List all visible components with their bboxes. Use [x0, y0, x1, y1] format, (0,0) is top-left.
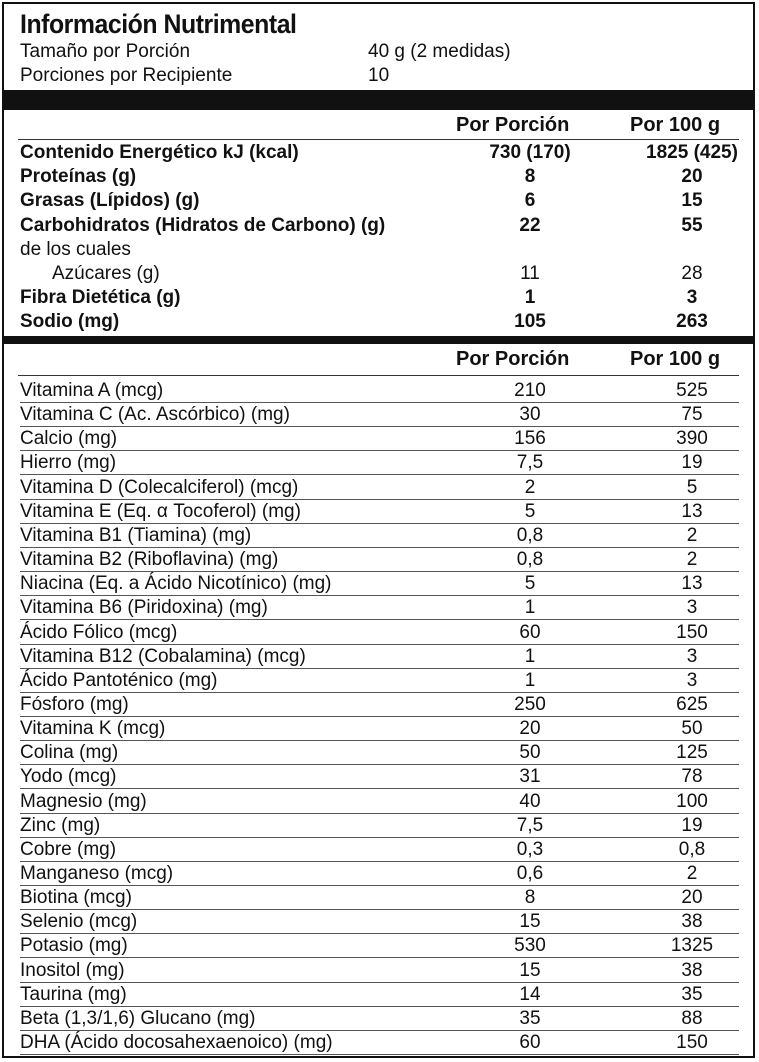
table-row	[20, 886, 739, 910]
table-row	[20, 141, 739, 165]
per-100g-value: 100	[676, 790, 708, 812]
nutrient-name: Contenido Energético kJ (kcal)	[20, 142, 299, 163]
nutrient-name: Vitamina B1 (Tiamina) (mg)	[20, 524, 252, 546]
row-rule	[20, 1054, 739, 1055]
per-100g-value: 150	[676, 621, 708, 643]
per-serving-value: 11	[520, 263, 540, 284]
nutrient-name: Beta (1,3/1,6) Glucano (mg)	[20, 1007, 256, 1029]
per-serving-value: 530	[514, 935, 546, 957]
nutrient-name: Potasio (mg)	[20, 935, 128, 957]
nutrient-name: Sodio (mg)	[20, 311, 120, 333]
per-100g-value: 28	[681, 263, 703, 284]
per-serving-value: 156	[514, 428, 546, 450]
nutrient-name: Vitamina D (Colecalciferol) (mcg)	[20, 476, 299, 498]
table-row	[20, 451, 739, 475]
per-100g-value: 2	[686, 524, 698, 546]
per-100g-value: 13	[681, 573, 703, 595]
per-serving-value: 0,8	[516, 549, 544, 571]
table-row	[20, 238, 739, 262]
servings-value: 10	[368, 65, 390, 86]
table-row	[20, 548, 739, 572]
nutrient-name: Vitamina B6 (Piridoxina) (mg)	[20, 597, 268, 619]
table-row	[20, 310, 739, 334]
per-serving-value: 15	[519, 959, 541, 981]
table-row	[20, 572, 739, 596]
nutrient-name: Niacina (Eq. a Ácido Nicotínico) (mg)	[20, 573, 332, 595]
nutrient-name: Biotina (mcg)	[20, 887, 132, 909]
table-row	[20, 286, 739, 310]
per-100g-value: 625	[676, 693, 708, 715]
per-100g-value: 1325	[670, 935, 714, 957]
per-serving-value: 7,5	[516, 814, 544, 836]
per-100g-value: 13	[681, 500, 703, 522]
servings-label: Porciones por Recipiente	[20, 65, 233, 86]
table-row	[20, 959, 739, 983]
per-100g-value: 525	[676, 380, 708, 401]
thick-divider	[4, 90, 753, 110]
per-100g-value: 2	[686, 863, 698, 884]
table-row	[20, 741, 739, 765]
per-serving-value: 2	[524, 476, 536, 498]
per-100g-value: 55	[681, 214, 703, 236]
per-100g-value: 3	[686, 645, 698, 667]
per-100g-value: 125	[676, 742, 708, 764]
nutrient-name: de los cuales	[20, 238, 131, 260]
per-100g-value: 0,8	[678, 838, 706, 860]
per-serving-value: 60	[519, 1032, 541, 1054]
per-serving-value: 5	[524, 500, 536, 522]
table-row	[20, 1031, 739, 1055]
table-row	[20, 862, 739, 886]
per-100g-value: 3	[686, 287, 698, 309]
nutrient-name: Fósforo (mg)	[20, 693, 129, 715]
table-row	[20, 621, 739, 645]
table-row	[20, 983, 739, 1007]
per-100g-value: 263	[676, 311, 708, 333]
per-100g-value: 3	[686, 669, 698, 691]
per-serving-value: 1	[524, 287, 536, 309]
nutrient-name: Fibra Dietética (g)	[20, 287, 181, 309]
nutrition-label	[2, 2, 755, 1058]
nutrient-name: Colina (mg)	[20, 742, 119, 764]
per-serving-value: 60	[519, 621, 541, 643]
per-100g-value: 88	[681, 1007, 703, 1029]
per-serving-value: 1	[524, 597, 536, 619]
table-row	[20, 934, 739, 958]
per-serving-value: 50	[519, 742, 541, 764]
nutrient-name: Cobre (mg)	[20, 838, 117, 860]
label-title: Información Nutrimental	[20, 9, 297, 39]
per-serving-value: 40	[519, 790, 541, 812]
per-serving-value: 35	[519, 1007, 541, 1029]
per-serving-value: 0,6	[516, 863, 544, 884]
per-100g-value: 50	[681, 718, 703, 740]
per-100g-value: 390	[676, 428, 708, 450]
per-serving-value: 22	[519, 214, 541, 236]
table-row	[20, 165, 739, 189]
table-row	[20, 596, 739, 620]
table-row	[20, 838, 739, 862]
table-row	[20, 669, 739, 693]
nutrient-name: DHA (Ácido docosahexaenoico) (mg)	[20, 1032, 333, 1054]
per-serving-value: 0,8	[516, 524, 544, 546]
per-serving-value: 14	[519, 983, 541, 1005]
per-100g-value: 35	[681, 983, 703, 1005]
per-serving-value: 31	[519, 766, 541, 788]
nutrient-name: Magnesio (mg)	[20, 790, 147, 812]
table-row	[20, 1007, 739, 1031]
nutrient-name: Vitamina B12 (Cobalamina) (mcg)	[20, 645, 306, 667]
servings-row	[20, 65, 390, 87]
per-serving-value: 1	[524, 669, 536, 691]
table-row	[20, 693, 739, 717]
table-row	[20, 910, 739, 934]
col-header-per-serving: Por Porción	[456, 348, 570, 370]
serving-size-value: 40 g (2 medidas)	[368, 41, 511, 62]
table-row	[20, 476, 739, 500]
per-100g-value: 5	[686, 476, 698, 498]
per-100g-value: 38	[681, 959, 703, 981]
per-100g-value: 1825 (425)	[646, 142, 738, 163]
table-row	[20, 790, 739, 814]
header-rule	[18, 139, 739, 140]
per-serving-value: 8	[524, 166, 536, 188]
per-100g-value: 3	[686, 597, 698, 619]
nutrient-name: Selenio (mcg)	[20, 911, 138, 933]
nutrient-name: Grasas (Lípidos) (g)	[20, 190, 200, 212]
table-row	[20, 524, 739, 548]
table-row	[20, 379, 739, 403]
table-row	[20, 500, 739, 524]
nutrient-name: Yodo (mcg)	[20, 766, 117, 788]
per-serving-value: 250	[514, 693, 546, 715]
table-row	[20, 814, 739, 838]
nutrient-name: Taurina (mg)	[20, 983, 127, 1005]
per-100g-value: 19	[681, 452, 703, 474]
nutrient-name: Manganeso (mcg)	[20, 863, 174, 884]
per-100g-value: 15	[681, 190, 703, 212]
per-serving-value: 8	[524, 887, 536, 909]
table-row	[20, 765, 739, 789]
per-100g-value: 150	[676, 1032, 708, 1054]
per-100g-value: 38	[681, 911, 703, 933]
per-serving-value: 1	[524, 645, 536, 667]
per-serving-value: 105	[514, 311, 546, 333]
nutrient-name: Proteínas (g)	[20, 166, 137, 188]
nutrient-name: Inositol (mg)	[20, 959, 125, 981]
table-row	[20, 645, 739, 669]
nutrient-name: Vitamina A (mcg)	[20, 380, 164, 401]
nutrient-name: Vitamina E (Eq. α Tocoferol) (mg)	[20, 500, 301, 522]
table-row	[20, 214, 739, 238]
per-serving-value: 15	[519, 911, 541, 933]
thick-divider	[4, 336, 753, 344]
nutrient-name: Azúcares (g)	[52, 263, 160, 284]
col-header-per-100g: Por 100 g	[630, 348, 721, 370]
nutrient-name: Vitamina K (mcg)	[20, 718, 166, 740]
header-rule	[18, 375, 739, 376]
table-row	[20, 427, 739, 451]
per-serving-value: 20	[519, 718, 541, 740]
table-row	[20, 262, 739, 286]
per-serving-value: 730 (170)	[489, 142, 571, 163]
per-100g-value: 20	[681, 166, 703, 188]
per-serving-value: 5	[524, 573, 536, 595]
per-serving-value: 30	[519, 404, 541, 426]
nutrient-name: Vitamina C (Ac. Ascórbico) (mg)	[20, 404, 290, 426]
per-serving-value: 0,3	[516, 838, 544, 860]
per-100g-value: 75	[681, 404, 703, 426]
col-header-per-100g: Por 100 g	[630, 114, 721, 136]
per-serving-value: 7,5	[516, 452, 544, 474]
serving-size-row	[20, 41, 511, 63]
nutrient-name: Ácido Pantoténico (mg)	[20, 669, 218, 691]
table-row	[20, 717, 739, 741]
per-serving-value: 6	[524, 190, 536, 212]
nutrient-name: Carbohidratos (Hidratos de Carbono) (g)	[20, 214, 386, 236]
nutrient-name: Calcio (mg)	[20, 428, 118, 450]
per-100g-value: 78	[681, 766, 703, 788]
per-serving-value: 210	[514, 380, 546, 401]
nutrient-name: Zinc (mg)	[20, 814, 101, 836]
table-row	[20, 189, 739, 213]
nutrient-name: Ácido Fólico (mcg)	[20, 621, 178, 643]
nutrient-name: Hierro (mg)	[20, 452, 117, 474]
col-header-per-serving: Por Porción	[456, 114, 570, 136]
per-100g-value: 2	[686, 549, 698, 571]
serving-size-label: Tamaño por Porción	[20, 41, 191, 62]
table-row	[20, 403, 739, 427]
per-100g-value: 20	[681, 887, 703, 909]
per-100g-value: 19	[681, 814, 703, 836]
nutrient-name: Vitamina B2 (Riboflavina) (mg)	[20, 549, 279, 571]
